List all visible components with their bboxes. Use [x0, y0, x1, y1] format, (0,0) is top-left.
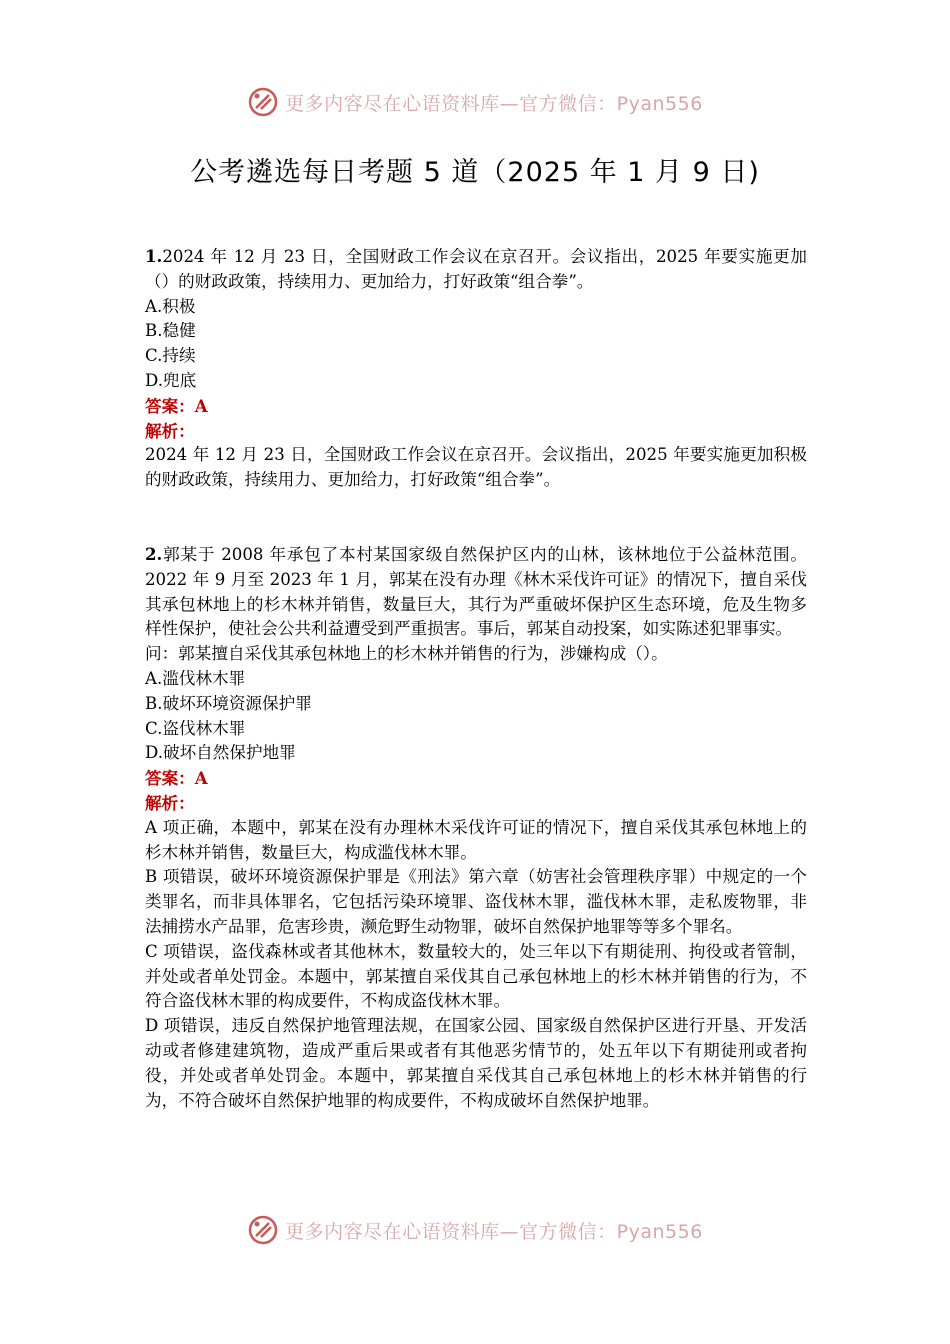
question-stem — [145, 244, 807, 295]
question-number: 2. — [145, 544, 163, 564]
logo-icon — [247, 1214, 279, 1246]
analysis-paragraph: C 项错误，盗伐森林或者其他林木，数量较大的，处三年以下有期徒刑、拘役或者管制，并处或者单处罚金。本题中，郭某擅自采伐其自己承包林地上的杉木林并销售的行为，不符合盗伐林木罪的构成要件，不构成盗伐林木罪。 — [145, 941, 807, 1011]
question-stem — [145, 542, 807, 642]
analysis-paragraph: D 项错误，违反自然保护地管理法规，在国家公园、国家级自然保护区进行开垦、开发活动或者修建建筑物，造成严重后果或者有其他恶劣情节的，处五年以下有期徒刑或者拘役，并处或者单处罚金。本题中，郭某擅自采伐其自己承包林地上的杉木林并销售的行为，不符合破坏自然保护地罪的构成要件，不构成破坏自然保护地罪。 — [145, 1016, 807, 1110]
option-c: C.持续 — [145, 346, 196, 366]
analysis-paragraph: 2024 年 12 月 23 日，全国财政工作会议在京召开。会议指出，2025 年要实施更加积极的财政政策，持续用力、更加给力，打好政策“组合拳”。 — [145, 445, 807, 490]
question-text: 郭某于 2008 年承包了本村某国家级自然保护区内的山林，该林地位于公益林范围。2022 年 9 月至 2023 年 1 月，郭某在没有办理《林木采伐许可证》的情况下，擅自采伐其承包林地上的杉木林并销售，数量巨大，其行为严重破坏保护区生态环境，危及生物多样性保护，使社会公共利益遭受到严重损害。事后，郭某自动投案，如实陈述犯罪事实。 — [145, 545, 807, 639]
option-c: C.盗伐林木罪 — [145, 718, 246, 738]
option-a: A.积极 — [145, 296, 196, 316]
option-d: D.兜底 — [145, 370, 197, 390]
analysis-paragraph: B 项错误，破坏环境资源保护罪是《刑法》第六章（妨害社会管理秩序罪）中规定的一个类罪名，而非具体罪名，它包括污染环境罪、盗伐林木罪，滥伐林木罪，走私废物罪，非法捕捞水产品罪，危害珍贵，濒危野生动物罪，破坏自然保护地罪等等多个罪名。 — [145, 867, 807, 936]
header-banner — [0, 82, 950, 122]
footer-banner — [0, 1210, 950, 1250]
question-text: 2024 年 12 月 23 日，全国财政工作会议在京召开。会议指出，2025 年要实施更加（）的财政政策，持续用力、更加给力，打好政策“组合拳”。 — [145, 247, 807, 291]
question-1 — [145, 244, 807, 493]
question-2 — [145, 542, 807, 1113]
analysis-label: 解析： — [145, 792, 195, 813]
option-d: D.破坏自然保护地罪 — [145, 743, 296, 763]
answer: 答案：A — [145, 395, 208, 416]
page-title: 公考遴选每日考题 5 道（2025 年 1 月 9 日) — [190, 157, 760, 188]
banner-text: 更多内容尽在心语资料库—官方微信：Pyan556 — [285, 92, 703, 115]
logo-icon — [247, 86, 279, 118]
option-a: A.滥伐林木罪 — [145, 668, 246, 688]
answer: 答案：A — [145, 768, 208, 789]
analysis-label: 解析： — [145, 420, 195, 441]
analysis-paragraph: A 项正确，本题中，郭某在没有办理林木采伐许可证的情况下，擅自采伐其承包林地上的杉木林并销售，数量巨大，构成滥伐林木罪。 — [145, 817, 807, 862]
option-b: B.稳健 — [145, 321, 196, 341]
question-number: 1. — [145, 246, 163, 266]
question-prompt: 问：郭某擅自采伐其承包林地上的杉木林并销售的行为，涉嫌构成（）。 — [145, 644, 668, 664]
option-b: B.破坏环境资源保护罪 — [145, 693, 312, 713]
banner-text: 更多内容尽在心语资料库—官方微信：Pyan556 — [285, 1220, 703, 1243]
